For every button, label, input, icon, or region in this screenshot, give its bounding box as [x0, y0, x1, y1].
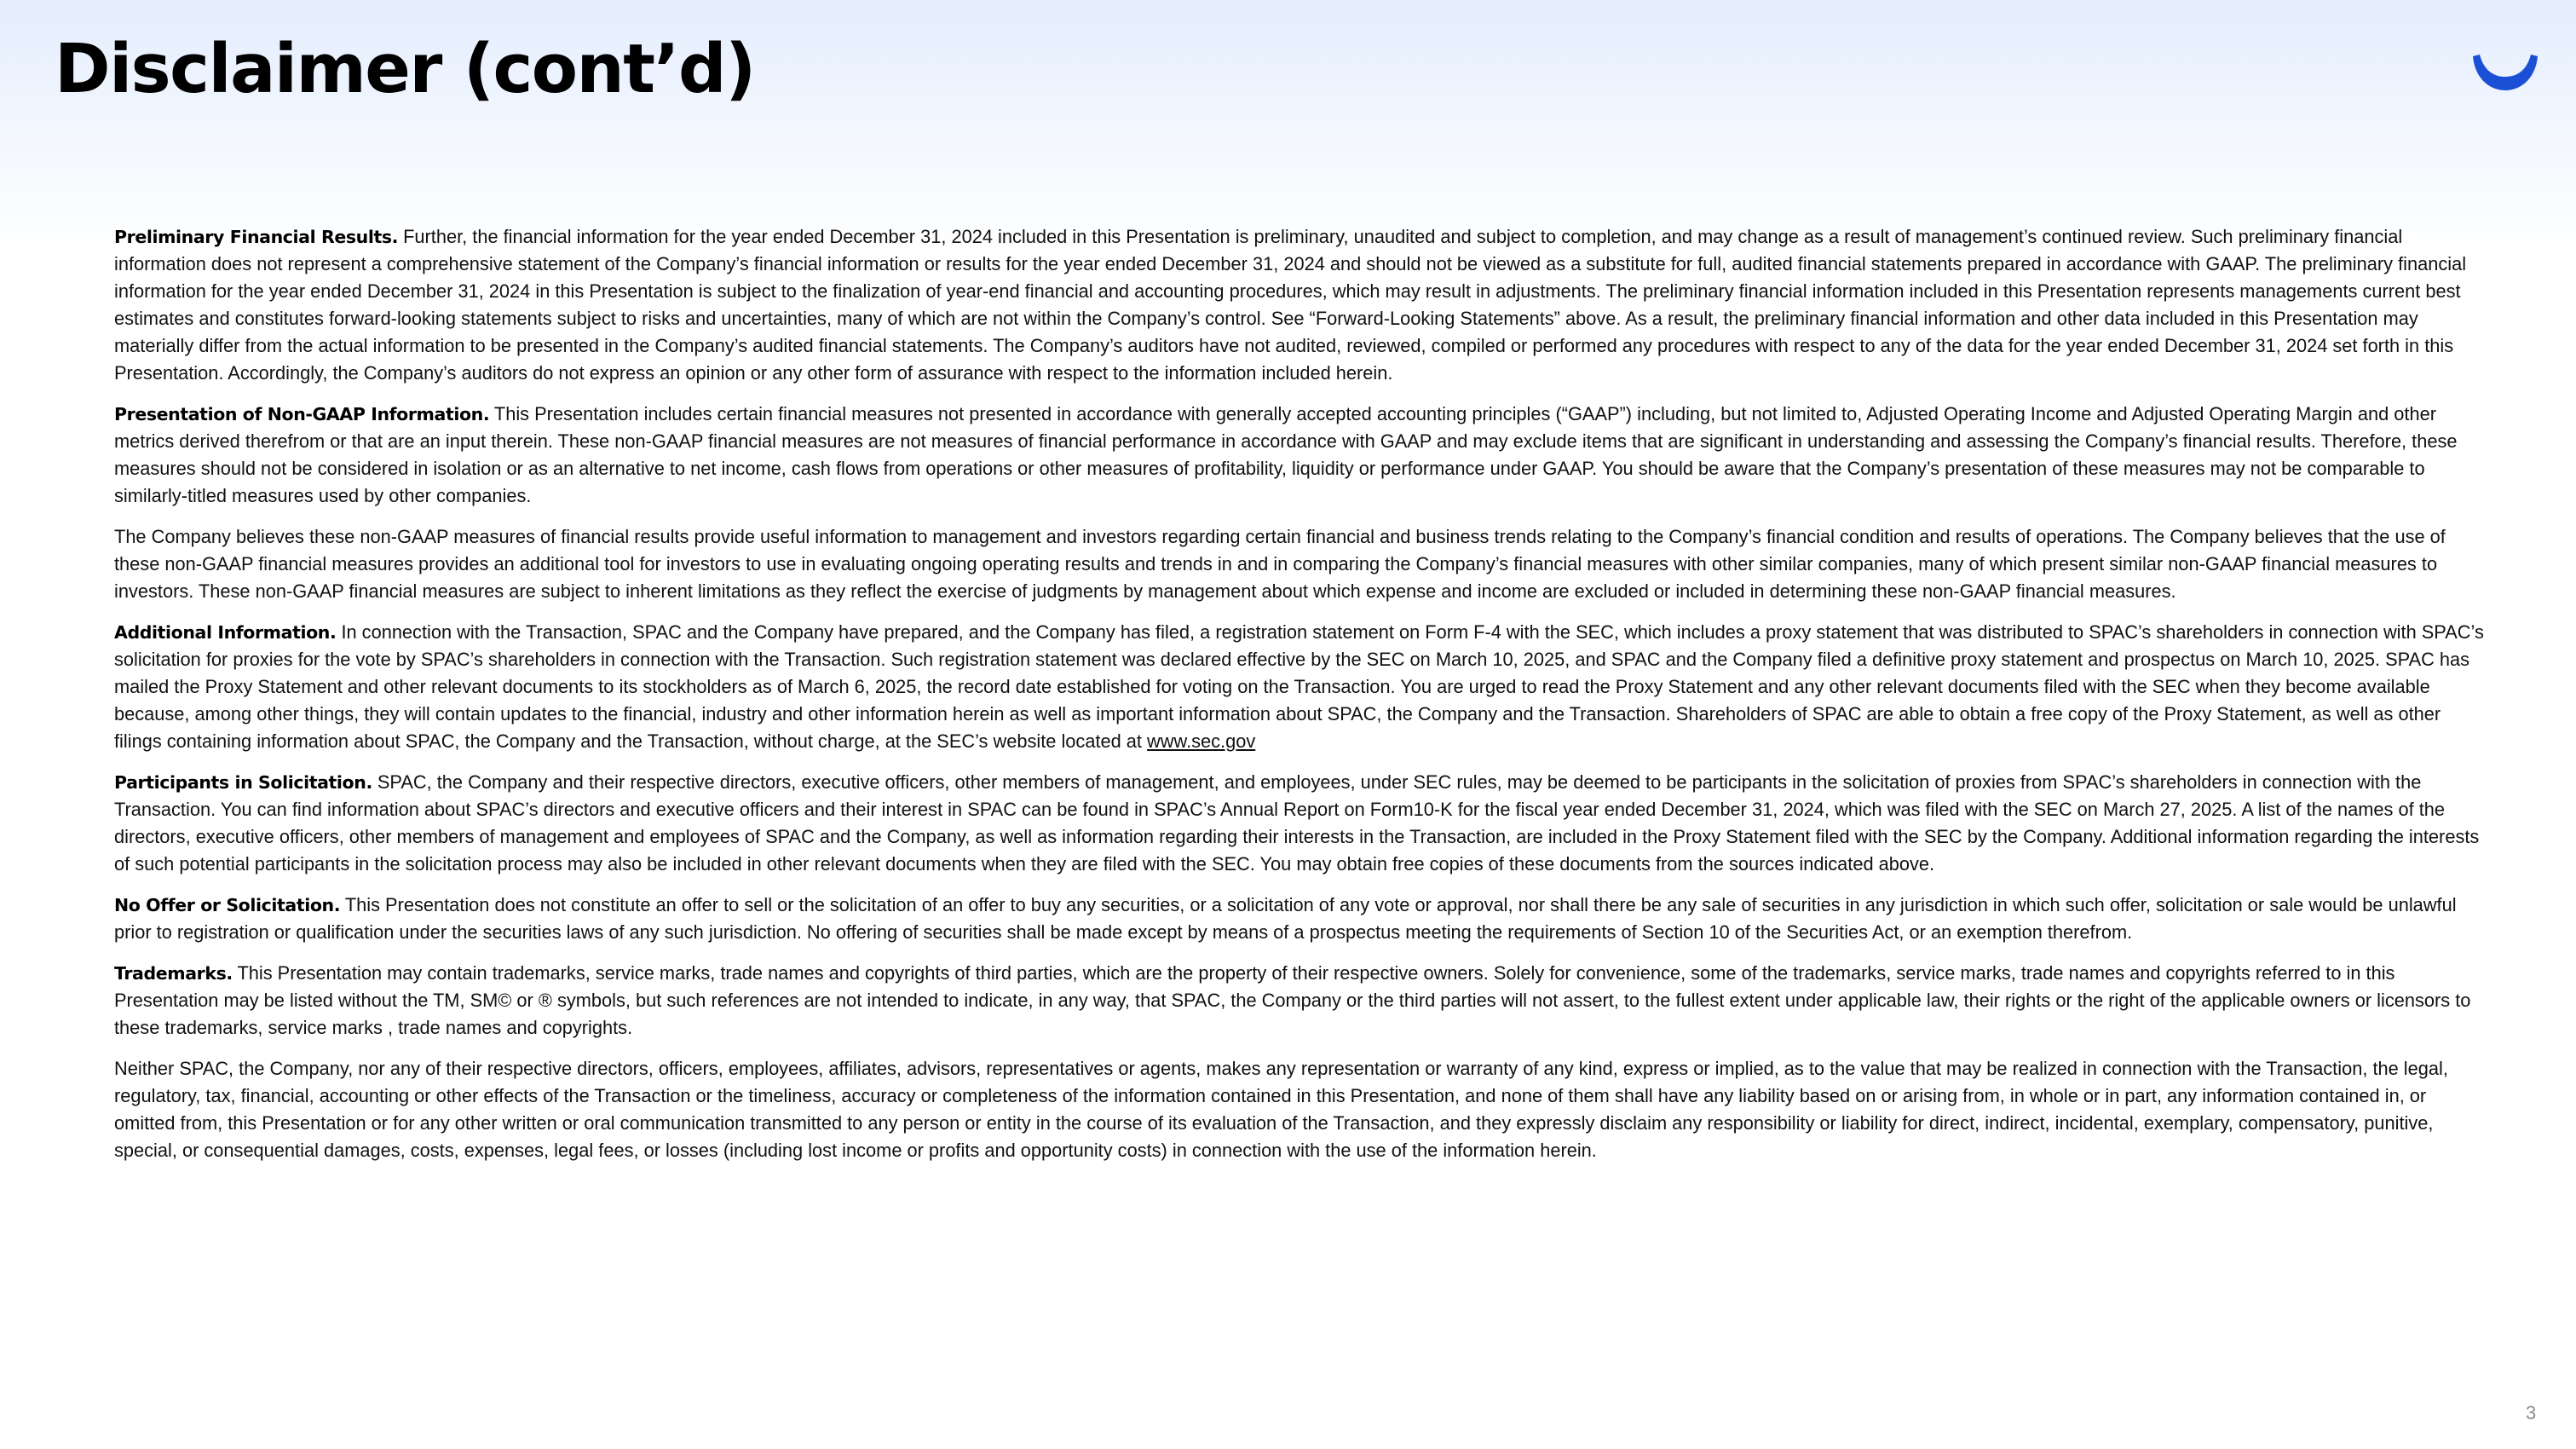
- paragraph-heading: Preliminary Financial Results.: [114, 227, 399, 247]
- disclaimer-body: [114, 223, 2492, 1178]
- page-number: 3: [2526, 1402, 2537, 1423]
- paragraph-heading: No Offer or Solicitation.: [114, 895, 341, 915]
- paragraph-no-offer-or-solicitation: [114, 892, 2492, 946]
- paragraph-participants-in-solicitation: [114, 769, 2492, 878]
- paragraph-text: Neither SPAC, the Company, nor any of their respective directors, officers, employees, affiliates, advisors, representatives or agents, makes any representation or warranty of any kind, express or implied, as to the value that may be realized in connection with the Transaction, the legal, regulatory, tax, financial, accounting or other effects of the Transaction or the timeliness, accuracy or completeness of the information contained in this Presentation, and none of them shall have any liability based on or arising from, in whole or in part, any information contained in, or omitted from, this Presentation or for any other written or oral communication transmitted to any person or entity in the course of its evaluation of the Transaction, and they expressly disclaim any responsibility or liability for direct, indirect, incidental, exemplary, compensatory, punitive, special, or consequential damages, costs, expenses, legal fees, or losses (including lost income or profits and opportunity costs) in connection with the use of the information herein.: [114, 1058, 2448, 1161]
- paragraph-text: SPAC, the Company and their respective directors, executive officers, other members of management, and employees, under SEC rules, may be deemed to be participants in the solicitation of proxies from SPAC’s shareholders in connection with the Transaction. You can find information about SPAC’s directors and executive officers and their interest in SPAC can be found in SPAC’s Annual Report on Form10-K for the fiscal year ended December 31, 2024, which was filed with the SEC on March 27, 2025. A list of the names of the directors, executive officers, other members of management and employees of SPAC and the Company, as well as information regarding their interests in the Transaction, are included in the Proxy Statement filed with the SEC by the Company. Additional information regarding the interests of such potential participants in the solicitation process may also be included in other relevant documents when they are filed with the SEC. You may obtain free copies of these documents from the sources indicated above.: [114, 771, 2480, 875]
- paragraph-text: This Presentation does not constitute an offer to sell or the solicitation of an offer to buy any securities, or a solicitation of any vote or approval, nor shall there be any sale of securities in any jurisdiction in which such offer, solicitation or sale would be unlawful prior to registration or qualification under the securities laws of any such jurisdiction. No offering of securities shall be made except by means of a prospectus meeting the requirements of Section 10 of the Securities Act, or an exemption therefrom.: [114, 894, 2457, 943]
- page-title: Disclaimer (cont’d): [55, 30, 755, 108]
- brand-logo-icon: [2468, 49, 2543, 97]
- paragraph-text: Further, the financial information for the year ended December 31, 2024 included in this Presentation is preliminary, unaudited and subject to completion, and may change as a result of management’s continued review. Such preliminary financial information does not represent a comprehensive statement of the Company’s financial information or results for the year ended December 31, 2024 and should not be viewed as a substitute for full, audited financial statements prepared in accordance with GAAP. The preliminary financial information for the year ended December 31, 2024 in this Presentation is subject to the finalization of year-end financial and accounting procedures, which may result in adjustments. The preliminary financial information included in this Presentation represents managements current best estimates and constitutes forward-looking statements subject to risks and uncertainties, many of which are not within the Company’s control. See “Forward-Looking Statements” above. As a result, the preliminary financial information and other data included in this Presentation may materially differ from the actual information to be presented in the Company’s audited financial statements. The Company’s auditors have not audited, reviewed, compiled or performed any procedures with respect to any of the data for the year ended December 31, 2024 set forth in this Presentation. Accordingly, the Company’s auditors do not express an opinion or any other form of assurance with respect to the information included herein.: [114, 226, 2467, 384]
- paragraph-heading: Additional Information.: [114, 622, 337, 643]
- paragraph-non-gaap-information: [114, 401, 2492, 510]
- paragraph-non-gaap-usefulness: [114, 523, 2492, 605]
- sec-website-link[interactable]: www.sec.gov: [1147, 730, 1256, 752]
- paragraph-heading: Participants in Solicitation.: [114, 772, 372, 793]
- paragraph-heading: Presentation of Non-GAAP Information.: [114, 404, 490, 424]
- paragraph-no-representation: [114, 1055, 2492, 1164]
- paragraph-trademarks: [114, 960, 2492, 1042]
- paragraph-heading: Trademarks.: [114, 963, 233, 984]
- paragraph-text: This Presentation includes certain financial measures not presented in accordance with generally accepted accounting principles (“GAAP”) including, but not limited to, Adjusted Operating Income and Adjusted Operating Margin and other metrics derived therefrom or that are an input therein. These non-GAAP financial measures are not measures of financial performance in accordance with GAAP and may exclude items that are significant in understanding and assessing the Company’s financial results. Therefore, these measures should not be considered in isolation or as an alternative to net income, cash flows from operations or other measures of profitability, liquidity or performance under GAAP. You should be aware that the Company’s presentation of these measures may not be comparable to similarly-titled measures used by other companies.: [114, 403, 2458, 506]
- paragraph-text: The Company believes these non-GAAP measures of financial results provide useful information to management and investors regarding certain financial and business trends relating to the Company’s financial condition and results of operations. The Company believes that the use of these non-GAAP financial measures provides an additional tool for investors to use in evaluating ongoing operating results and trends in and in comparing the Company’s financial measures with other similar companies, many of which present similar non-GAAP financial measures to investors. These non-GAAP financial measures are subject to inherent limitations as they reflect the exercise of judgments by management about which expense and income are excluded or included in determining these non-GAAP financial measures.: [114, 526, 2446, 602]
- paragraph-additional-information: [114, 619, 2492, 755]
- paragraph-preliminary-financial-results: [114, 223, 2492, 387]
- paragraph-text: In connection with the Transaction, SPAC and the Company have prepared, and the Company has filed, a registration statement on Form F-4 with the SEC, which includes a proxy statement that was distributed to SPAC’s shareholders in connection with SPAC’s solicitation for proxies for the vote by SPAC’s shareholders in connection with the Transaction. Such registration statement was declared effective by the SEC on March 10, 2025, and SPAC and the Company filed a definitive proxy statement and prospectus on March 10, 2025. SPAC has mailed the Proxy Statement and other relevant documents to its stockholders as of March 6, 2025, the record date established for voting on the Transaction. You are urged to read the Proxy Statement and any other relevant documents filed with the SEC when they become available because, among other things, they will contain updates to the financial, industry and other information herein as well as important information about SPAC, the Company and the Transaction. Shareholders of SPAC are able to obtain a free copy of the Proxy Statement, as well as other filings containing information about SPAC, the Company and the Transaction, without charge, at the SEC’s website located at: [114, 621, 2484, 752]
- paragraph-text: This Presentation may contain trademarks, service marks, trade names and copyrights of third parties, which are the property of their respective owners. Solely for convenience, some of the trademarks, service marks, trade names and copyrights referred to in this Presentation may be listed without the TM, SM© or ® symbols, but such references are not intended to indicate, in any way, that SPAC, the Company or the third parties will not assert, to the fullest extent under applicable law, their rights or the right of the applicable owners or licensors to these trademarks, service marks , trade names and copyrights.: [114, 962, 2471, 1038]
